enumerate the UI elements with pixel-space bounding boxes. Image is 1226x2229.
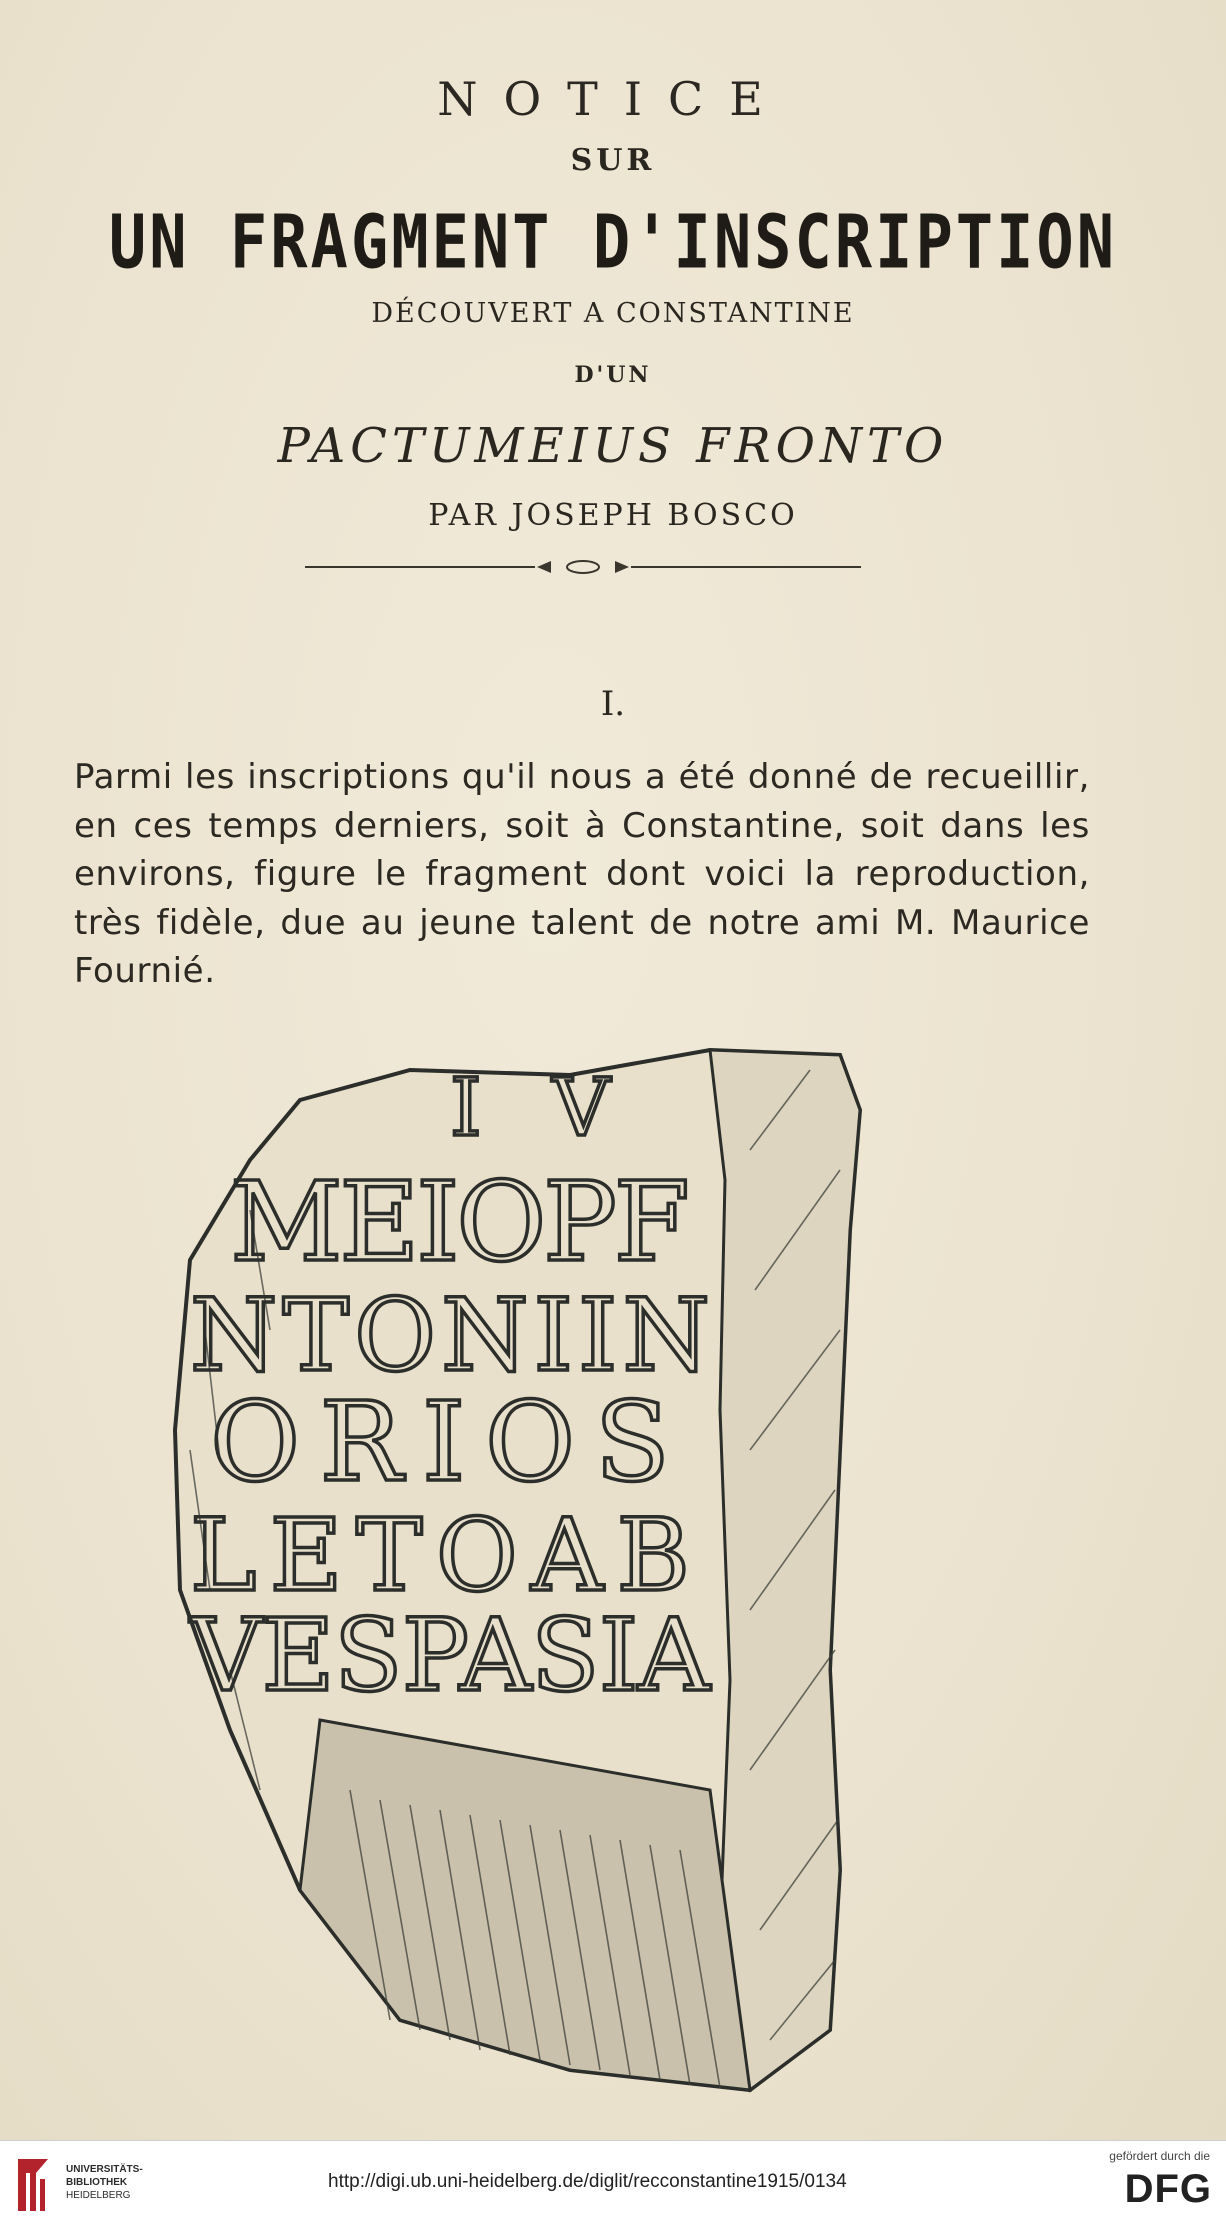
- footer-bar: [0, 2140, 1226, 2229]
- library-line-3: HEIDELBERG: [66, 2190, 131, 2201]
- inscription-text: [189, 1061, 712, 1714]
- university-library-logo-icon: [12, 2153, 58, 2217]
- ornamental-divider: [305, 556, 861, 578]
- funded-by-label: gefördert durch die: [1109, 2149, 1210, 2163]
- inscription-line: LETOAB: [190, 1497, 690, 1614]
- title-author: PAR JOSEPH BOSCO: [428, 498, 798, 533]
- title-decouvert: DÉCOUVERT A CONSTANTINE: [371, 298, 855, 329]
- inscription-line: VESPASIA: [190, 1597, 710, 1714]
- title-dun: D'UN: [574, 362, 652, 388]
- page-url-link[interactable]: http://digi.ub.uni-heidelberg.de/diglit/recconstantine1915/0134: [328, 2171, 847, 2192]
- inscription-line: NTONIIN: [190, 1277, 710, 1394]
- title-notice: NOTICE: [437, 72, 789, 126]
- title-name: PACTUMEIUS FRONTO: [277, 418, 949, 474]
- inscription-fragment-drawing: [150, 1030, 1010, 2110]
- library-line-2: BIBLIOTHEK: [66, 2177, 128, 2188]
- inscription-line: IV: [450, 1061, 610, 1154]
- section-number: I.: [600, 684, 626, 724]
- body-paragraph: Parmi les inscriptions qu'il nous a été donné de recueillir, en ces temps derniers, soit à Constantine, soit dans les environs, figure le fragment dont voici la reproduction, très fidèle, due au jeune talent de notre ami M. Maurice Fournié.: [74, 757, 1090, 991]
- inscription-line: ORIOS: [210, 1378, 670, 1506]
- inscription-line: MEIOPF: [230, 1158, 690, 1286]
- library-line-1: UNIVERSITÄTS-: [66, 2164, 143, 2175]
- library-name: [66, 2163, 143, 2202]
- dfg-logo: DFG: [1124, 2167, 1212, 2211]
- title-headline: UN FRAGMENT D'INSCRIPTION: [108, 198, 1118, 286]
- title-sur: SUR: [570, 143, 656, 178]
